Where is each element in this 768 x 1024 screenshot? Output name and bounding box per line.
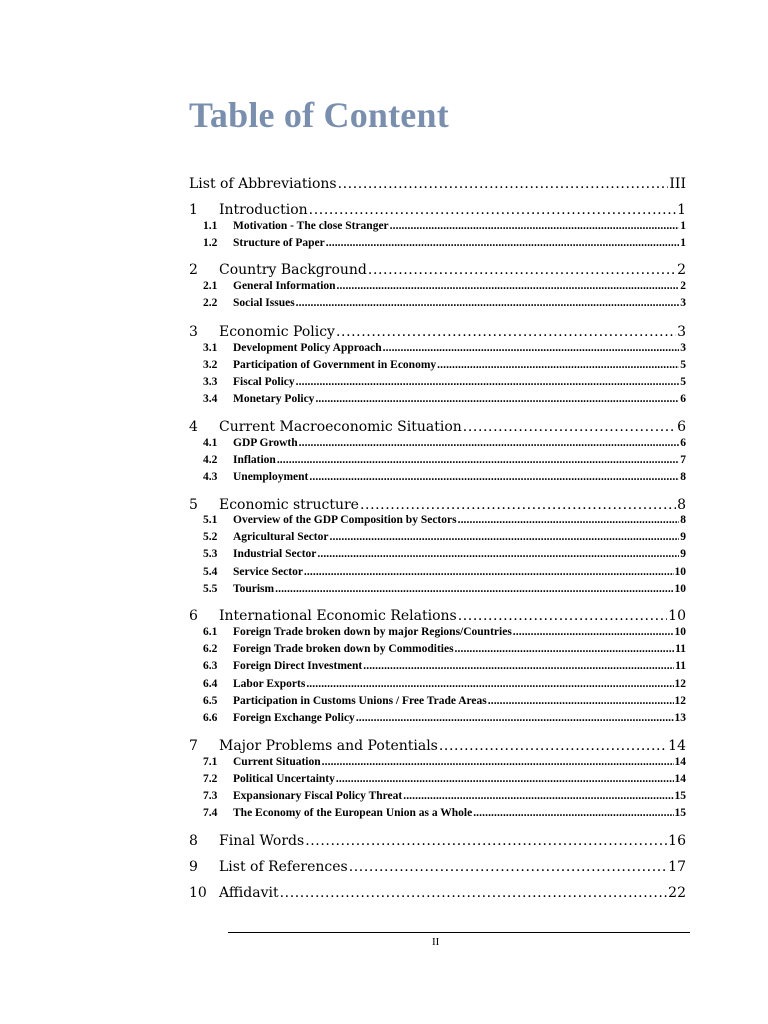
toc-entry-number: 4.1 [203, 437, 218, 449]
toc-subentry[interactable] [189, 756, 686, 768]
dot-leader [309, 202, 676, 218]
toc-entry-label: Service Sector [233, 566, 303, 578]
toc-entry[interactable] [189, 202, 686, 218]
toc-entry-page: 1 [677, 202, 686, 218]
toc-entry-page: 14 [674, 756, 686, 768]
toc-entry-page: 9 [680, 548, 686, 560]
toc-entry-number: 10 [189, 885, 207, 901]
toc-entry-label: Development Policy Approach [233, 342, 382, 354]
toc-entry-page: 6 [680, 393, 686, 405]
toc-entry-label: Introduction [219, 202, 308, 218]
toc-subentry[interactable] [189, 790, 686, 802]
dot-leader [513, 626, 674, 638]
toc-entry-page: 9 [680, 531, 686, 543]
toc-subentry[interactable] [189, 342, 686, 354]
toc-entry-page: 2 [680, 280, 686, 292]
toc-entry-label: Current Situation [233, 756, 321, 768]
dot-leader [275, 583, 673, 595]
toc-entry-page: 11 [675, 643, 686, 655]
toc-entry[interactable] [189, 324, 686, 340]
toc-entry-label: Industrial Sector [233, 548, 317, 560]
toc-entry[interactable] [189, 419, 686, 435]
dot-leader [437, 359, 679, 371]
toc-entry-label: Social Issues [233, 297, 295, 309]
toc-entry[interactable] [189, 262, 686, 278]
toc-subentry[interactable] [189, 660, 686, 672]
toc-subentry[interactable] [189, 583, 686, 595]
toc-entry-number: 3.1 [203, 342, 218, 354]
toc-entry-number: 7.3 [203, 790, 218, 802]
toc-entry-page: 10 [674, 566, 686, 578]
dot-leader [322, 756, 674, 768]
toc-entry-label: Fiscal Policy [233, 376, 295, 388]
toc-entry-number: 7.1 [203, 756, 218, 768]
toc-subentry[interactable] [189, 437, 686, 449]
toc-entry-page: 16 [668, 833, 686, 849]
toc-entry-number: 5.1 [203, 514, 218, 526]
dot-leader [455, 643, 675, 655]
toc-entry-page: 12 [674, 695, 686, 707]
toc-entry-page: 17 [668, 859, 686, 875]
toc-entry-number: 5.4 [203, 566, 218, 578]
toc-entry-page: 3 [680, 342, 686, 354]
toc-subentry[interactable] [189, 807, 686, 819]
dot-leader [458, 608, 667, 624]
toc-entry[interactable] [189, 833, 686, 849]
toc-entry-label: Current Macroeconomic Situation [219, 419, 462, 435]
toc-subentry[interactable] [189, 471, 686, 483]
toc-entry-number: 6 [189, 608, 198, 624]
dot-leader [299, 437, 680, 449]
dot-leader [296, 376, 680, 388]
toc-entry-page: 11 [675, 660, 686, 672]
toc-entry-page: 1 [680, 237, 686, 249]
toc-entry-label: Expansionary Fiscal Policy Threat [233, 790, 403, 802]
toc-entry-label: The Economy of the European Union as a Whole [233, 807, 473, 819]
toc-entry-page: 3 [677, 324, 686, 340]
toc-entry-label: Country Background [219, 262, 367, 278]
toc-entry-number: 6.4 [203, 678, 218, 690]
toc-entry-page: 8 [680, 514, 686, 526]
toc-entry-number: 7 [189, 738, 198, 754]
toc-entry-number: 2 [189, 262, 198, 278]
dot-leader [473, 807, 673, 819]
dot-leader [368, 262, 676, 278]
dot-leader [305, 833, 667, 849]
toc-entry-label: Final Words [219, 833, 305, 849]
toc-entry-label: Agricultural Sector [233, 531, 329, 543]
toc-entry-number: 5 [189, 497, 198, 513]
page-number: II [432, 936, 440, 948]
dot-leader [306, 678, 673, 690]
dot-leader [337, 280, 680, 292]
toc-entry-page: 1 [680, 220, 686, 232]
toc-entry-label: Structure of Paper [233, 237, 325, 249]
toc-entry-page: 14 [668, 738, 686, 754]
toc-subentry[interactable] [189, 712, 686, 724]
dot-leader [336, 324, 676, 340]
toc-entry-page: 5 [680, 359, 686, 371]
dot-leader [458, 514, 680, 526]
toc-entry-label: Affidavit [219, 885, 279, 901]
page-title: Table of Content [189, 95, 449, 135]
dot-leader [338, 176, 669, 192]
toc-entry[interactable] [189, 885, 686, 901]
toc-entry-number: 4 [189, 419, 198, 435]
toc-entry-label: GDP Growth [233, 437, 298, 449]
toc-entry-label: Tourism [233, 583, 275, 595]
toc-entry[interactable] [189, 176, 686, 192]
toc-entry-label: Foreign Direct Investment [233, 660, 363, 672]
toc-entry-label: Overview of the GDP Composition by Sectors [233, 514, 457, 526]
dot-leader [360, 497, 676, 513]
toc-entry-number: 3.2 [203, 359, 218, 371]
toc-entry-number: 7.2 [203, 773, 218, 785]
toc-subentry[interactable] [189, 220, 686, 232]
dot-leader [277, 454, 679, 466]
dot-leader [330, 531, 680, 543]
toc-entry[interactable] [189, 608, 686, 624]
dot-leader [317, 548, 679, 560]
dot-leader [304, 566, 674, 578]
toc-entry-page: III [669, 176, 686, 192]
toc-entry-number: 8 [189, 833, 198, 849]
toc-entry-number: 1 [189, 202, 198, 218]
toc-subentry[interactable] [189, 678, 686, 690]
toc-entry-number: 5.5 [203, 583, 218, 595]
toc-subentry[interactable] [189, 566, 686, 578]
toc-entry-label: Participation of Government in Economy [233, 359, 437, 371]
toc-entry-number: 5.2 [203, 531, 218, 543]
dot-leader [356, 712, 674, 724]
toc-entry-page: 10 [668, 608, 686, 624]
toc-entry-number: 6.5 [203, 695, 218, 707]
toc-entry-label: Participation in Customs Unions / Free Trade Areas [233, 695, 487, 707]
toc-entry-page: 5 [680, 376, 686, 388]
toc-subentry[interactable] [189, 773, 686, 785]
footer-divider [228, 932, 690, 933]
toc-entry-number: 6.3 [203, 660, 218, 672]
toc-subentry[interactable] [189, 376, 686, 388]
toc-entry-label: Major Problems and Potentials [219, 738, 438, 754]
dot-leader [403, 790, 673, 802]
toc-entry-page: 14 [674, 773, 686, 785]
toc-entry-page: 8 [680, 471, 686, 483]
toc-entry-number: 2.2 [203, 297, 218, 309]
toc-entry-page: 12 [674, 678, 686, 690]
toc-entry-label: Motivation - The close Stranger [233, 220, 389, 232]
toc-subentry[interactable] [189, 359, 686, 371]
toc-entry-number: 4.2 [203, 454, 218, 466]
toc-entry-page: 2 [677, 262, 686, 278]
toc-entry-label: Foreign Exchange Policy [233, 712, 355, 724]
toc-entry-number: 3 [189, 324, 198, 340]
dot-leader [296, 297, 680, 309]
dot-leader [309, 471, 679, 483]
dot-leader [390, 220, 680, 232]
toc-entry-page: 7 [680, 454, 686, 466]
dot-leader [488, 695, 674, 707]
toc-subentry[interactable] [189, 626, 686, 638]
toc-subentry[interactable] [189, 514, 686, 526]
toc-subentry[interactable] [189, 454, 686, 466]
dot-leader [280, 885, 668, 901]
dot-leader [349, 859, 667, 875]
toc-subentry[interactable] [189, 531, 686, 543]
toc-entry-label: List of References [219, 859, 348, 875]
dot-leader [439, 738, 667, 754]
toc-entry-page: 10 [674, 583, 686, 595]
toc-entry-page: 3 [680, 297, 686, 309]
toc-entry[interactable] [189, 497, 686, 513]
dot-leader [363, 660, 674, 672]
toc-entry-label: Economic Policy [219, 324, 335, 340]
toc-entry-page: 10 [674, 626, 686, 638]
dot-leader [315, 393, 679, 405]
dot-leader [336, 773, 674, 785]
toc-entry-number: 1.1 [203, 220, 218, 232]
toc-entry-number: 1.2 [203, 237, 218, 249]
toc-entry-label: Unemployment [233, 471, 309, 483]
toc-entry-number: 3.3 [203, 376, 218, 388]
toc-entry-number: 4.3 [203, 471, 218, 483]
toc-entry-page: 6 [677, 419, 686, 435]
toc-subentry[interactable] [189, 297, 686, 309]
toc-subentry[interactable] [189, 237, 686, 249]
toc-subentry[interactable] [189, 393, 686, 405]
toc-entry-page: 13 [674, 712, 686, 724]
toc-subentry[interactable] [189, 280, 686, 292]
toc-entry-label: Foreign Trade broken down by Commodities [233, 643, 454, 655]
toc-entry-label: Political Uncertainty [233, 773, 335, 785]
toc-entry-label: Inflation [233, 454, 276, 466]
toc-entry-label: List of Abbreviations [189, 176, 337, 192]
toc-entry-label: Foreign Trade broken down by major Regions/Countries [233, 626, 512, 638]
toc-entry-page: 15 [674, 807, 686, 819]
toc-subentry[interactable] [189, 643, 686, 655]
toc-entry-label: Economic structure [219, 497, 359, 513]
toc-entry-label: International Economic Relations [219, 608, 457, 624]
toc-entry-number: 7.4 [203, 807, 218, 819]
toc-subentry[interactable] [189, 695, 686, 707]
toc-entry-number: 3.4 [203, 393, 218, 405]
toc-entry[interactable] [189, 738, 686, 754]
dot-leader [383, 342, 680, 354]
toc-entry-label: Monetary Policy [233, 393, 315, 405]
toc-entry-number: 6.1 [203, 626, 218, 638]
toc-entry-number: 2.1 [203, 280, 218, 292]
toc-subentry[interactable] [189, 548, 686, 560]
toc-entry-label: Labor Exports [233, 678, 306, 690]
toc-entry-page: 15 [674, 790, 686, 802]
toc-entry-page: 6 [680, 437, 686, 449]
toc-entry-number: 6.6 [203, 712, 218, 724]
toc-entry-page: 8 [677, 497, 686, 513]
toc-entry-label: General Information [233, 280, 336, 292]
dot-leader [326, 237, 679, 249]
toc-entry-number: 5.3 [203, 548, 218, 560]
toc-entry-page: 22 [668, 885, 686, 901]
toc-entry-number: 6.2 [203, 643, 218, 655]
dot-leader [463, 419, 676, 435]
toc-entry[interactable] [189, 859, 686, 875]
toc-entry-number: 9 [189, 859, 198, 875]
